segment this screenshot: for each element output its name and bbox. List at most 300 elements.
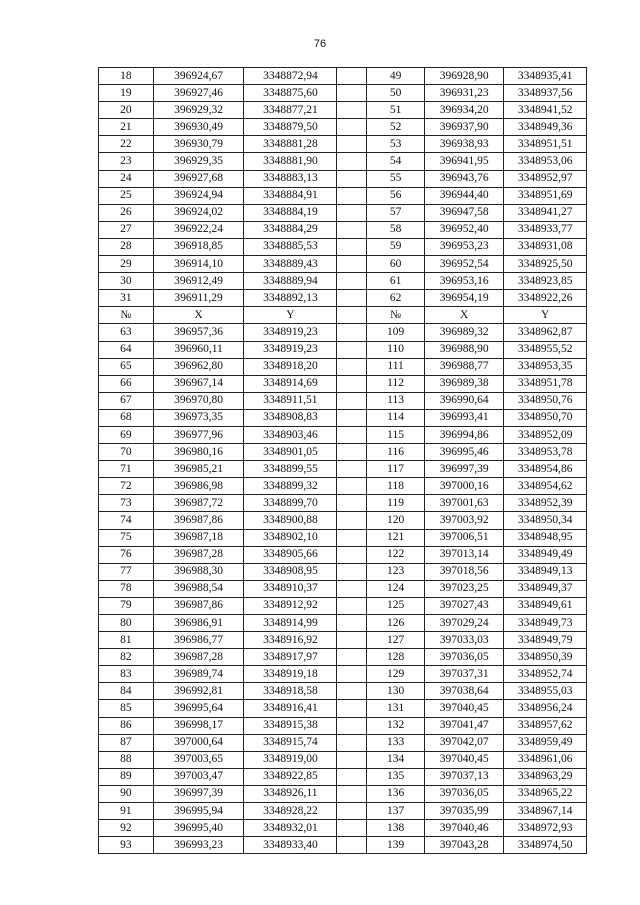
x-coordinate-cell: 397038,64: [424, 683, 503, 700]
table-row: [99, 153, 587, 170]
table-row: [99, 615, 587, 632]
y-coordinate-cell: 3348911,51: [244, 392, 337, 409]
x-coordinate-cell: 396952,40: [424, 221, 503, 238]
point-number-cell: 52: [367, 119, 425, 136]
table-row: [99, 358, 587, 375]
y-coordinate-cell: 3348949,37: [504, 580, 587, 597]
table-row: [99, 683, 587, 700]
y-coordinate-cell: 3348955,03: [504, 683, 587, 700]
y-coordinate-cell: 3348918,58: [244, 683, 337, 700]
x-coordinate-cell: 396928,90: [424, 68, 503, 85]
point-number-cell: 123: [367, 563, 425, 580]
x-coordinate-cell: 397023,25: [424, 580, 503, 597]
spacer-cell: [337, 734, 367, 751]
y-coordinate-cell: 3348956,24: [504, 700, 587, 717]
y-coordinate-cell: 3348889,43: [244, 256, 337, 273]
y-coordinate-cell: 3348955,52: [504, 341, 587, 358]
spacer-cell: [337, 392, 367, 409]
y-coordinate-cell: 3348950,70: [504, 409, 587, 426]
x-coordinate-cell: 396985,21: [153, 461, 244, 478]
y-coordinate-cell: 3348917,97: [244, 649, 337, 666]
y-coordinate-cell: 3348951,69: [504, 187, 587, 204]
spacer-cell: [337, 768, 367, 785]
point-number-cell: 80: [99, 615, 154, 632]
table-row: [99, 119, 587, 136]
x-coordinate-cell: 396947,58: [424, 204, 503, 221]
y-coordinate-cell: 3348875,60: [244, 85, 337, 102]
y-coordinate-cell: 3348900,88: [244, 512, 337, 529]
point-number-cell: 114: [367, 409, 425, 426]
spacer-cell: [337, 837, 367, 854]
x-coordinate-cell: 397033,03: [424, 632, 503, 649]
x-coordinate-cell: 396930,49: [153, 119, 244, 136]
point-number-cell: 116: [367, 444, 425, 461]
x-coordinate-cell: 396986,77: [153, 632, 244, 649]
y-coordinate-cell: 3348918,20: [244, 358, 337, 375]
point-number-cell: 68: [99, 409, 154, 426]
y-coordinate-cell: 3348889,94: [244, 273, 337, 290]
point-number-cell: 22: [99, 136, 154, 153]
table-row: [99, 256, 587, 273]
x-coordinate-cell: 396914,10: [153, 256, 244, 273]
spacer-cell: [337, 119, 367, 136]
table-row: [99, 324, 587, 341]
y-coordinate-cell: 3348949,73: [504, 615, 587, 632]
point-number-cell: 25: [99, 187, 154, 204]
spacer-cell: [337, 426, 367, 443]
y-coordinate-cell: 3348899,70: [244, 495, 337, 512]
x-coordinate-cell: 397043,28: [424, 837, 503, 854]
y-coordinate-cell: 3348902,10: [244, 529, 337, 546]
y-coordinate-cell: 3348884,29: [244, 221, 337, 238]
point-number-cell: 19: [99, 85, 154, 102]
table-row: [99, 341, 587, 358]
point-number-cell: 51: [367, 102, 425, 119]
point-number-cell: 84: [99, 683, 154, 700]
y-coordinate-cell: 3348959,49: [504, 734, 587, 751]
spacer-cell: [337, 273, 367, 290]
table-row: [99, 409, 587, 426]
spacer-cell: [337, 820, 367, 837]
x-coordinate-cell: 396931,23: [424, 85, 503, 102]
x-coordinate-cell: 396970,80: [153, 392, 244, 409]
x-coordinate-cell: 397006,51: [424, 529, 503, 546]
y-coordinate-cell: 3348965,22: [504, 785, 587, 802]
point-number-cell: 67: [99, 392, 154, 409]
y-coordinate-cell: 3348949,79: [504, 632, 587, 649]
y-coordinate-cell: 3348952,74: [504, 666, 587, 683]
point-number-cell: 75: [99, 529, 154, 546]
x-coordinate-cell: 396924,02: [153, 204, 244, 221]
y-coordinate-cell: 3348941,52: [504, 102, 587, 119]
y-coordinate-cell: 3348908,83: [244, 409, 337, 426]
point-number-cell: 93: [99, 837, 154, 854]
x-coordinate-cell: 396989,32: [424, 324, 503, 341]
point-number-cell: 132: [367, 717, 425, 734]
point-number-cell: 130: [367, 683, 425, 700]
y-coordinate-cell: Y: [244, 307, 337, 324]
table-row: [99, 221, 587, 238]
table-row: [99, 546, 587, 563]
x-coordinate-cell: 396937,90: [424, 119, 503, 136]
y-coordinate-cell: 3348922,85: [244, 768, 337, 785]
x-coordinate-cell: 396927,68: [153, 170, 244, 187]
spacer-cell: [337, 358, 367, 375]
y-coordinate-cell: 3348884,91: [244, 187, 337, 204]
x-coordinate-cell: 396911,29: [153, 290, 244, 307]
x-coordinate-cell: 397001,63: [424, 495, 503, 512]
point-number-cell: 76: [99, 546, 154, 563]
x-coordinate-cell: 397029,24: [424, 615, 503, 632]
table-row: [99, 803, 587, 820]
y-coordinate-cell: 3348932,01: [244, 820, 337, 837]
table-row: [99, 632, 587, 649]
point-number-cell: 117: [367, 461, 425, 478]
point-number-cell: 88: [99, 751, 154, 768]
point-number-cell: №: [99, 307, 154, 324]
spacer-cell: [337, 546, 367, 563]
point-number-cell: 134: [367, 751, 425, 768]
point-number-cell: 73: [99, 495, 154, 512]
y-coordinate-cell: 3348881,90: [244, 153, 337, 170]
point-number-cell: 55: [367, 170, 425, 187]
spacer-cell: [337, 375, 367, 392]
x-coordinate-cell: 397040,45: [424, 700, 503, 717]
x-coordinate-cell: 396993,23: [153, 837, 244, 854]
point-number-cell: 56: [367, 187, 425, 204]
x-coordinate-cell: 397003,92: [424, 512, 503, 529]
x-coordinate-cell: 396960,11: [153, 341, 244, 358]
table-row: [99, 68, 587, 85]
point-number-cell: 128: [367, 649, 425, 666]
y-coordinate-cell: 3348919,23: [244, 341, 337, 358]
spacer-cell: [337, 683, 367, 700]
point-number-cell: 115: [367, 426, 425, 443]
x-coordinate-cell: 396973,35: [153, 409, 244, 426]
x-coordinate-cell: 396980,16: [153, 444, 244, 461]
x-coordinate-cell: 397042,07: [424, 734, 503, 751]
table-row: [99, 85, 587, 102]
x-coordinate-cell: 396988,30: [153, 563, 244, 580]
y-coordinate-cell: 3348931,08: [504, 238, 587, 255]
spacer-cell: [337, 632, 367, 649]
y-coordinate-cell: 3348933,77: [504, 221, 587, 238]
table-row: [99, 785, 587, 802]
y-coordinate-cell: 3348919,18: [244, 666, 337, 683]
spacer-cell: [337, 153, 367, 170]
point-number-cell: 109: [367, 324, 425, 341]
point-number-cell: 63: [99, 324, 154, 341]
table-row: [99, 734, 587, 751]
x-coordinate-cell: 396987,28: [153, 649, 244, 666]
x-coordinate-cell: 396995,40: [153, 820, 244, 837]
point-number-cell: 118: [367, 478, 425, 495]
table-row: [99, 392, 587, 409]
point-number-cell: 29: [99, 256, 154, 273]
y-coordinate-cell: 3348949,49: [504, 546, 587, 563]
x-coordinate-cell: 396924,67: [153, 68, 244, 85]
y-coordinate-cell: 3348908,95: [244, 563, 337, 580]
y-coordinate-cell: 3348961,06: [504, 751, 587, 768]
spacer-cell: [337, 444, 367, 461]
y-coordinate-cell: 3348949,61: [504, 597, 587, 614]
point-number-cell: 59: [367, 238, 425, 255]
table-row: [99, 444, 587, 461]
point-number-cell: 61: [367, 273, 425, 290]
x-coordinate-cell: 396977,96: [153, 426, 244, 443]
spacer-cell: [337, 170, 367, 187]
table-row: [99, 238, 587, 255]
table-header-row: [99, 307, 587, 324]
point-number-cell: 71: [99, 461, 154, 478]
spacer-cell: [337, 256, 367, 273]
spacer-cell: [337, 666, 367, 683]
y-coordinate-cell: 3348954,86: [504, 461, 587, 478]
table-row: [99, 375, 587, 392]
x-coordinate-cell: 396995,64: [153, 700, 244, 717]
point-number-cell: 81: [99, 632, 154, 649]
point-number-cell: 120: [367, 512, 425, 529]
y-coordinate-cell: 3348950,76: [504, 392, 587, 409]
x-coordinate-cell: 396943,76: [424, 170, 503, 187]
y-coordinate-cell: 3348922,26: [504, 290, 587, 307]
table-row: [99, 495, 587, 512]
point-number-cell: 85: [99, 700, 154, 717]
spacer-cell: [337, 803, 367, 820]
y-coordinate-cell: 3348879,50: [244, 119, 337, 136]
point-number-cell: 30: [99, 273, 154, 290]
point-number-cell: 57: [367, 204, 425, 221]
x-coordinate-cell: 396989,74: [153, 666, 244, 683]
spacer-cell: [337, 785, 367, 802]
x-coordinate-cell: 396987,18: [153, 529, 244, 546]
point-number-cell: 31: [99, 290, 154, 307]
spacer-cell: [337, 529, 367, 546]
point-number-cell: 18: [99, 68, 154, 85]
point-number-cell: 135: [367, 768, 425, 785]
spacer-cell: [337, 461, 367, 478]
x-coordinate-cell: 397027,43: [424, 597, 503, 614]
table-row: [99, 768, 587, 785]
table-row: [99, 102, 587, 119]
table-row: [99, 478, 587, 495]
y-coordinate-cell: 3348872,94: [244, 68, 337, 85]
point-number-cell: 74: [99, 512, 154, 529]
x-coordinate-cell: 396927,46: [153, 85, 244, 102]
y-coordinate-cell: 3348950,34: [504, 512, 587, 529]
x-coordinate-cell: 397040,45: [424, 751, 503, 768]
page-number: 76: [313, 38, 327, 50]
x-coordinate-cell: 396953,16: [424, 273, 503, 290]
table-row: [99, 290, 587, 307]
table-row: [99, 529, 587, 546]
point-number-cell: 129: [367, 666, 425, 683]
x-coordinate-cell: 397035,99: [424, 803, 503, 820]
point-number-cell: 87: [99, 734, 154, 751]
point-number-cell: 136: [367, 785, 425, 802]
x-coordinate-cell: 396989,38: [424, 375, 503, 392]
point-number-cell: 60: [367, 256, 425, 273]
y-coordinate-cell: 3348957,62: [504, 717, 587, 734]
point-number-cell: 92: [99, 820, 154, 837]
table-row: [99, 170, 587, 187]
spacer-cell: [337, 409, 367, 426]
x-coordinate-cell: 397037,13: [424, 768, 503, 785]
y-coordinate-cell: 3348903,46: [244, 426, 337, 443]
x-coordinate-cell: 396988,54: [153, 580, 244, 597]
x-coordinate-cell: 396938,93: [424, 136, 503, 153]
y-coordinate-cell: 3348948,95: [504, 529, 587, 546]
x-coordinate-cell: 396929,35: [153, 153, 244, 170]
y-coordinate-cell: 3348905,66: [244, 546, 337, 563]
y-coordinate-cell: 3348941,27: [504, 204, 587, 221]
point-number-cell: 49: [367, 68, 425, 85]
spacer-cell: [337, 85, 367, 102]
point-number-cell: 54: [367, 153, 425, 170]
y-coordinate-cell: 3348950,39: [504, 649, 587, 666]
y-coordinate-cell: 3348972,93: [504, 820, 587, 837]
point-number-cell: 111: [367, 358, 425, 375]
point-number-cell: 126: [367, 615, 425, 632]
point-number-cell: 86: [99, 717, 154, 734]
y-coordinate-cell: 3348937,56: [504, 85, 587, 102]
point-number-cell: 69: [99, 426, 154, 443]
table-row: [99, 666, 587, 683]
y-coordinate-cell: 3348899,32: [244, 478, 337, 495]
spacer-cell: [337, 649, 367, 666]
point-number-cell: 133: [367, 734, 425, 751]
x-coordinate-cell: 396967,14: [153, 375, 244, 392]
point-number-cell: 26: [99, 204, 154, 221]
x-coordinate-cell: 396993,41: [424, 409, 503, 426]
table-row: [99, 187, 587, 204]
spacer-cell: [337, 700, 367, 717]
x-coordinate-cell: 396944,40: [424, 187, 503, 204]
y-coordinate-cell: 3348974,50: [504, 837, 587, 854]
point-number-cell: 66: [99, 375, 154, 392]
x-coordinate-cell: 396997,39: [153, 785, 244, 802]
spacer-cell: [337, 324, 367, 341]
spacer-cell: [337, 341, 367, 358]
x-coordinate-cell: X: [424, 307, 503, 324]
table-row: [99, 273, 587, 290]
x-coordinate-cell: 396987,86: [153, 597, 244, 614]
point-number-cell: 138: [367, 820, 425, 837]
point-number-cell: 27: [99, 221, 154, 238]
x-coordinate-cell: X: [153, 307, 244, 324]
x-coordinate-cell: 397000,64: [153, 734, 244, 751]
table-row: [99, 136, 587, 153]
point-number-cell: 124: [367, 580, 425, 597]
x-coordinate-cell: 396954,19: [424, 290, 503, 307]
point-number-cell: №: [367, 307, 425, 324]
y-coordinate-cell: 3348953,78: [504, 444, 587, 461]
x-coordinate-cell: 396934,20: [424, 102, 503, 119]
y-coordinate-cell: 3348915,74: [244, 734, 337, 751]
x-coordinate-cell: 397041,47: [424, 717, 503, 734]
point-number-cell: 58: [367, 221, 425, 238]
table-row: [99, 700, 587, 717]
coordinates-table: [98, 67, 587, 854]
point-number-cell: 82: [99, 649, 154, 666]
point-number-cell: 78: [99, 580, 154, 597]
point-number-cell: 121: [367, 529, 425, 546]
table-row: [99, 649, 587, 666]
y-coordinate-cell: 3348954,62: [504, 478, 587, 495]
point-number-cell: 62: [367, 290, 425, 307]
spacer-cell: [337, 580, 367, 597]
x-coordinate-cell: 397013,14: [424, 546, 503, 563]
spacer-cell: [337, 68, 367, 85]
x-coordinate-cell: 396952,54: [424, 256, 503, 273]
point-number-cell: 20: [99, 102, 154, 119]
point-number-cell: 89: [99, 768, 154, 785]
x-coordinate-cell: 397018,56: [424, 563, 503, 580]
x-coordinate-cell: 396998,17: [153, 717, 244, 734]
point-number-cell: 110: [367, 341, 425, 358]
spacer-cell: [337, 512, 367, 529]
y-coordinate-cell: 3348953,06: [504, 153, 587, 170]
x-coordinate-cell: 397000,16: [424, 478, 503, 495]
x-coordinate-cell: 397003,47: [153, 768, 244, 785]
point-number-cell: 125: [367, 597, 425, 614]
table-row: [99, 461, 587, 478]
point-number-cell: 72: [99, 478, 154, 495]
x-coordinate-cell: 396941,95: [424, 153, 503, 170]
x-coordinate-cell: 396962,80: [153, 358, 244, 375]
spacer-cell: [337, 221, 367, 238]
spacer-cell: [337, 136, 367, 153]
y-coordinate-cell: 3348899,55: [244, 461, 337, 478]
x-coordinate-cell: 396986,91: [153, 615, 244, 632]
x-coordinate-cell: 396994,86: [424, 426, 503, 443]
y-coordinate-cell: 3348910,37: [244, 580, 337, 597]
spacer-cell: [337, 495, 367, 512]
point-number-cell: 70: [99, 444, 154, 461]
point-number-cell: 127: [367, 632, 425, 649]
table-row: [99, 563, 587, 580]
point-number-cell: 77: [99, 563, 154, 580]
y-coordinate-cell: 3348963,29: [504, 768, 587, 785]
table-row: [99, 820, 587, 837]
y-coordinate-cell: 3348916,92: [244, 632, 337, 649]
y-coordinate-cell: 3348926,11: [244, 785, 337, 802]
spacer-cell: [337, 307, 367, 324]
point-number-cell: 90: [99, 785, 154, 802]
y-coordinate-cell: 3348925,50: [504, 256, 587, 273]
point-number-cell: 131: [367, 700, 425, 717]
y-coordinate-cell: 3348916,41: [244, 700, 337, 717]
x-coordinate-cell: 396992,81: [153, 683, 244, 700]
spacer-cell: [337, 238, 367, 255]
x-coordinate-cell: 396922,24: [153, 221, 244, 238]
y-coordinate-cell: 3348919,00: [244, 751, 337, 768]
y-coordinate-cell: 3348883,13: [244, 170, 337, 187]
spacer-cell: [337, 597, 367, 614]
x-coordinate-cell: 396918,85: [153, 238, 244, 255]
table-row: [99, 204, 587, 221]
y-coordinate-cell: 3348928,22: [244, 803, 337, 820]
x-coordinate-cell: 397003,65: [153, 751, 244, 768]
spacer-cell: [337, 563, 367, 580]
y-coordinate-cell: 3348949,13: [504, 563, 587, 580]
x-coordinate-cell: 396930,79: [153, 136, 244, 153]
y-coordinate-cell: 3348919,23: [244, 324, 337, 341]
x-coordinate-cell: 396987,28: [153, 546, 244, 563]
y-coordinate-cell: 3348901,05: [244, 444, 337, 461]
spacer-cell: [337, 187, 367, 204]
spacer-cell: [337, 204, 367, 221]
